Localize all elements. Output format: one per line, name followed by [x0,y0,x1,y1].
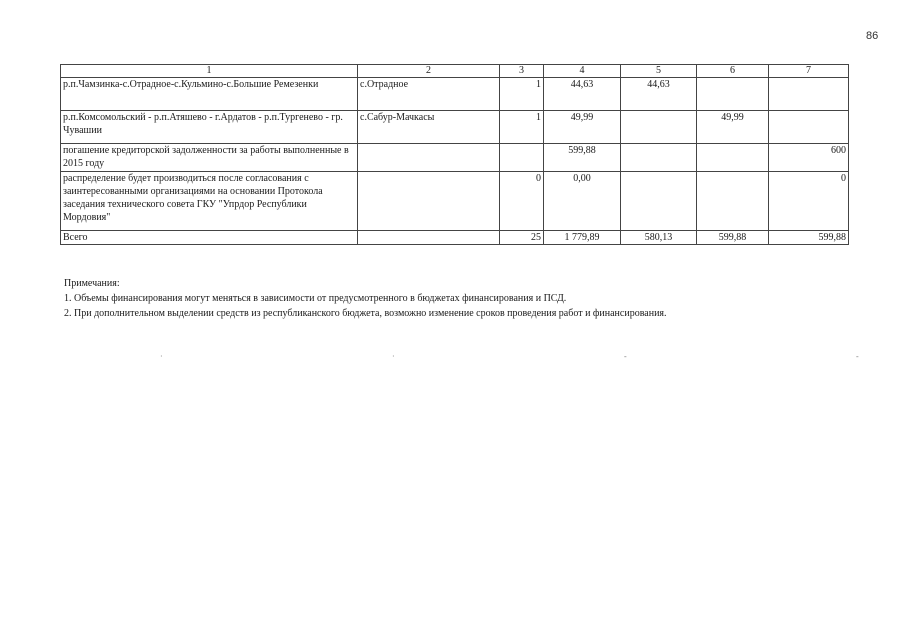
road-name-cell: р.п.Чамзинка-с.Отрадное-с.Кульмино-с.Большие Ремезенки [61,78,358,111]
column-header: 5 [621,65,697,78]
value-cell: 49,99 [697,111,769,144]
value-cell [621,111,697,144]
page-number: 86 [866,30,879,42]
value-cell: 599,88 [769,231,849,245]
table-row [61,111,849,144]
value-cell: 599,88 [544,144,621,172]
value-cell: 580,13 [621,231,697,245]
value-cell: 49,99 [544,111,621,144]
table-row [61,78,849,111]
note-item: 2. При дополнительном выделении средств из республиканского бюджета, возможно изменение сроков проведения работ и финансирования. [64,308,667,319]
value-cell: 0,00 [544,172,621,231]
value-cell: 1 779,89 [544,231,621,245]
location-cell: с.Сабур-Мачкасы [358,111,500,144]
total-label-cell: Всего [61,231,358,245]
total-row [61,231,849,245]
column-header: 2 [358,65,500,78]
location-cell [358,144,500,172]
table-row [61,144,849,172]
column-header: 4 [544,65,621,78]
value-cell: 0 [769,172,849,231]
location-cell: с.Отрадное [358,78,500,111]
notes-title: Примечания: [64,278,120,289]
value-cell: 600 [769,144,849,172]
note-item: 1. Объемы финансирования могут меняться в зависимости от предусмотренного в бюджетах финансирования и ПСД. [64,293,567,304]
road-name-cell: р.п.Комсомольский - р.п.Атяшево - г.Ардатов - р.п.Тургенево - гр. Чувашии [61,111,358,144]
scan-mark: · [160,352,163,361]
scan-mark: - [856,352,859,361]
column-header: 6 [697,65,769,78]
count-cell: 25 [500,231,544,245]
column-header: 7 [769,65,849,78]
value-cell [697,78,769,111]
road-name-cell: распределение будет производиться после согласования с заинтересованными организациями на основании Протокола заседания технического совета ГКУ "Упрдор Республики Мордовия" [61,172,358,231]
value-cell [621,144,697,172]
value-cell [769,111,849,144]
notes-section [64,276,667,321]
budget-table [60,64,849,245]
count-cell: 1 [500,78,544,111]
value-cell [769,78,849,111]
location-cell [358,231,500,245]
column-header: 1 [61,65,358,78]
value-cell [697,172,769,231]
value-cell: 599,88 [697,231,769,245]
value-cell: 44,63 [621,78,697,111]
location-cell [358,172,500,231]
count-cell: 0 [500,172,544,231]
column-header: 3 [500,65,544,78]
table-header-row [61,65,849,78]
road-name-cell: погашение кредиторской задолженности за работы выполненные в 2015 году [61,144,358,172]
value-cell [621,172,697,231]
value-cell: 44,63 [544,78,621,111]
scan-mark: - [624,352,627,361]
count-cell [500,144,544,172]
scan-mark: · [392,352,395,361]
table-row [61,172,849,231]
count-cell: 1 [500,111,544,144]
value-cell [697,144,769,172]
